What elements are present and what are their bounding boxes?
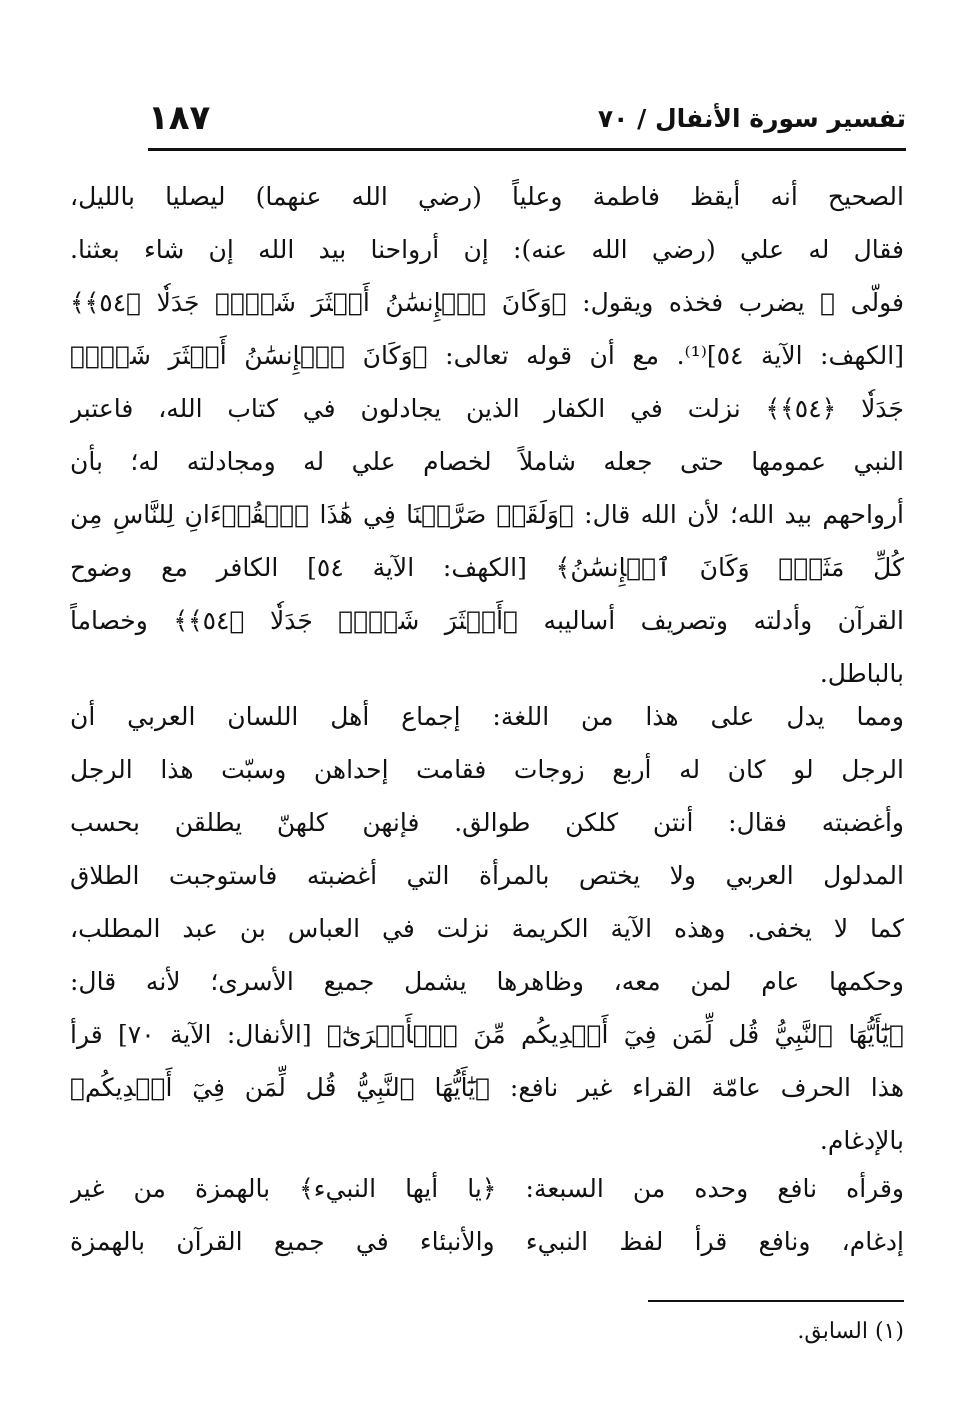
text-line: فقال له علي (رضي الله عنه): إن أرواحنا بيد الله إن شاء بعثنا. (70, 235, 904, 264)
paragraph-2 (70, 690, 904, 1167)
page-number: ١٨٧ (148, 98, 211, 138)
running-head: تفسير سورة الأنفال / ٧٠ (597, 104, 906, 133)
text-line: وأغضبته فقال: أنتن كلكن طوالق. فإنهن كلهنّ يطلقن بحسب (70, 808, 904, 837)
text-line: هذا الحرف عامّة القراء غير نافع: ﴿يَٰٓأَيُّهَا ٱلنَّبِيُّ قُل لِّمَن فِيٓ أَيۡدِيكُم﴾ (70, 1073, 904, 1102)
text-line: الصحيح أنه أيقظ فاطمة وعلياً (رضي الله عنهما) ليصليا بالليل، (70, 182, 904, 211)
text-line: الرجل لو كان له أربع زوجات فقامت إحداهن وسبّت هذا الرجل (70, 755, 904, 784)
text-line: وحكمها عام لمن معه، وظاهرها يشمل جميع الأسرى؛ لأنه قال: (70, 967, 904, 996)
text-line: كما لا يخفى. وهذه الآية الكريمة نزلت في العباس بن عبد المطلب، (70, 914, 904, 943)
page-header (148, 92, 906, 148)
text-line: فولّى ﷺ يضرب فخذه ويقول: ﴿وَكَانَ ٱلۡإِنسَٰنُ أَكۡثَرَ شَيۡءٖ جَدَلٗا ﴿٥٤﴾﴾ (70, 288, 904, 317)
text-line: [الكهف: الآية ٥٤]⁽¹⁾. مع أن قوله تعالى: ﴿وَكَانَ ٱلۡإِنسَٰنُ أَكۡثَرَ شَيۡءٖ (70, 341, 904, 370)
text-line: بالباطل. (819, 659, 904, 688)
text-line: أرواحهم بيد الله؛ لأن الله قال: ﴿وَلَقَدۡ صَرَّفۡنَا فِي هَٰذَا ٱلۡقُرۡءَانِ لِلنَّاسِ مِن (70, 500, 904, 529)
paragraph-3 (70, 1162, 904, 1268)
text-line: ومما يدل على هذا من اللغة: إجماع أهل اللسان العربي أن (70, 702, 904, 731)
header-divider (148, 148, 906, 151)
footnote: (١) السابق. (797, 1319, 904, 1344)
text-line: المدلول العربي ولا يختص بالمرأة التي أغضبته فاستوجبت الطلاق (70, 861, 904, 890)
text-line: إدغام، ونافع قرأ لفظ النبيء والأنبئاء في جميع القرآن بالهمزة (70, 1227, 904, 1256)
text-line: جَدَلٗا ﴿٥٤﴾﴾ نزلت في الكفار الذين يجادلون في كتاب الله، فاعتبر (70, 394, 904, 423)
text-line: ﴿يَٰٓأَيُّهَا ٱلنَّبِيُّ قُل لِّمَن فِيٓ أَيۡدِيكُم مِّنَ ٱلۡأَسۡرَىٰٓ﴾ [الأنفال: الآية ٧٠] قرأ (70, 1020, 904, 1049)
text-line: النبي عمومها حتى جعله شاملاً لخصام علي له ومجادلته له؛ بأن (70, 447, 904, 476)
text-line: بالإدغام. (819, 1126, 904, 1155)
paragraph-1 (70, 170, 904, 700)
text-line: القرآن وأدلته وتصريف أساليبه ﴿أَكۡثَرَ شَيۡءٖ جَدَلٗا ﴿٥٤﴾﴾ وخصاماً (70, 606, 904, 635)
footnote-divider (648, 1300, 904, 1302)
text-line: وقرأه نافع وحده من السبعة: ﴿يا أيها النبيء﴾ بالهمزة من غير (70, 1174, 904, 1203)
text-line: كُلِّ مَثَلٖۚ وَكَانَ ٱلۡإِنسَٰنُ﴾ [الكهف: الآية ٥٤] الكافر مع وضوح (70, 553, 904, 582)
